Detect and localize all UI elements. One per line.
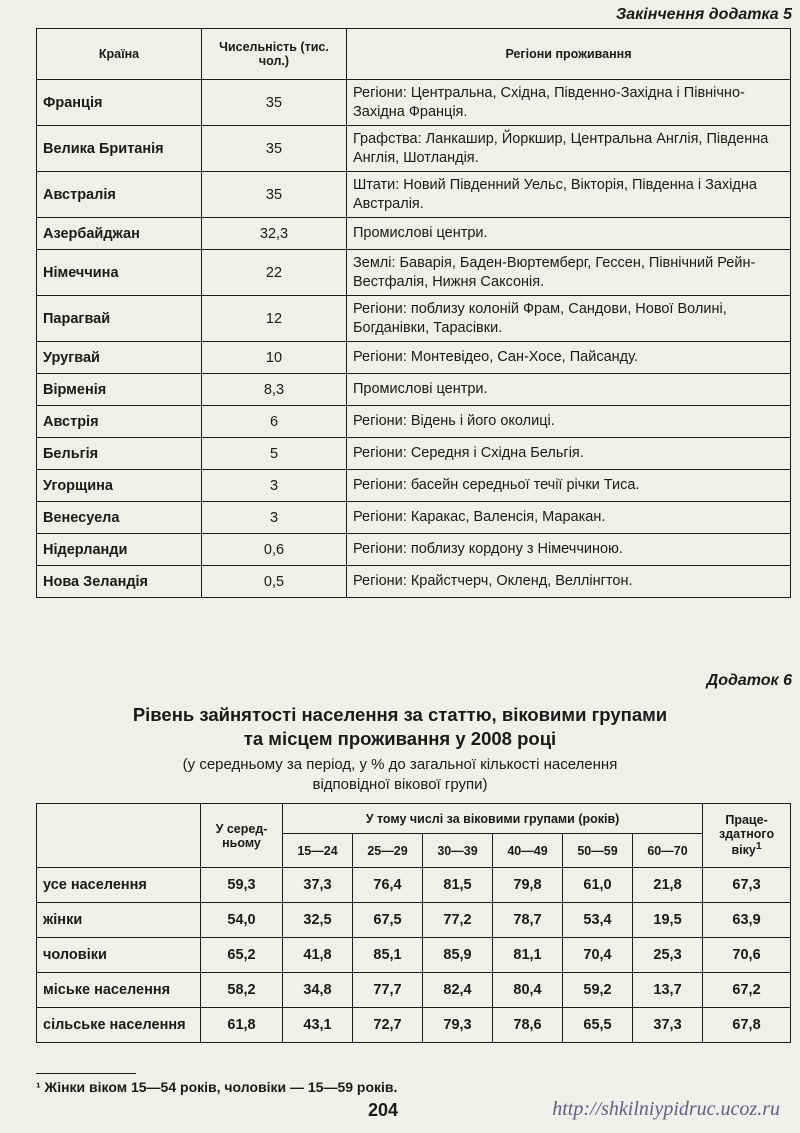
table-row	[37, 868, 791, 903]
footnote: ¹ Жінки віком 15—54 років, чоловіки — 15—59 років.	[36, 1079, 398, 1095]
header-average: У серед-ньому	[201, 804, 283, 868]
value-cell: 67,3	[703, 868, 791, 903]
table-row	[37, 502, 791, 534]
value-cell: 80,4	[493, 973, 563, 1008]
table-row	[37, 296, 791, 342]
appendix6-label: Додаток 6	[706, 672, 792, 689]
regions-cell: Регіони: Каракас, Валенсія, Маракан.	[347, 502, 791, 534]
value-cell: 25,3	[633, 938, 703, 973]
value-cell: 65,2	[201, 938, 283, 973]
value-cell: 70,4	[563, 938, 633, 973]
regions-cell: Промислові центри.	[347, 374, 791, 406]
value-cell: 67,5	[353, 903, 423, 938]
header-country: Країна	[37, 29, 202, 80]
value-cell: 13,7	[633, 973, 703, 1008]
row-label: сільське населення	[37, 1008, 201, 1043]
table-row	[37, 172, 791, 218]
header-age-1: 25—29	[353, 834, 423, 868]
header-age-5: 60—70	[633, 834, 703, 868]
country-cell: Венесуела	[37, 502, 202, 534]
country-cell: Парагвай	[37, 296, 202, 342]
value-cell: 81,1	[493, 938, 563, 973]
regions-cell: Регіони: поблизу кордону з Німеччиною.	[347, 534, 791, 566]
population-cell: 10	[202, 342, 347, 374]
value-cell: 67,2	[703, 973, 791, 1008]
value-cell: 81,5	[423, 868, 493, 903]
value-cell: 72,7	[353, 1008, 423, 1043]
row-label: чоловіки	[37, 938, 201, 973]
country-cell: Азербайджан	[37, 218, 202, 250]
country-cell: Велика Британія	[37, 126, 202, 172]
continuation-label: Закінчення додатка 5	[615, 6, 792, 23]
appendix6-title	[0, 703, 800, 751]
value-cell: 67,8	[703, 1008, 791, 1043]
population-cell: 22	[202, 250, 347, 296]
value-cell: 19,5	[633, 903, 703, 938]
country-cell: Вірменія	[37, 374, 202, 406]
value-cell: 82,4	[423, 973, 493, 1008]
value-cell: 85,9	[423, 938, 493, 973]
regions-cell: Регіони: Відень і його околиці.	[347, 406, 791, 438]
regions-cell: Штати: Новий Південний Уельс, Вікторія, Південна і Західна Австралія.	[347, 172, 791, 218]
table-row	[37, 903, 791, 938]
table-row	[37, 973, 791, 1008]
value-cell: 37,3	[283, 868, 353, 903]
page-number: 204	[368, 1100, 399, 1120]
regions-cell: Регіони: Монтевідео, Сан-Хосе, Пайсанду.	[347, 342, 791, 374]
footnote-rule	[36, 1073, 136, 1074]
header-age-groups: У тому числі за віковими групами (років)	[283, 804, 703, 834]
regions-cell: Регіони: Крайстчерч, Окленд, Веллінгтон.	[347, 566, 791, 598]
value-cell: 77,2	[423, 903, 493, 938]
regions-cell: Регіони: Середня і Східна Бельгія.	[347, 438, 791, 470]
table-row	[37, 250, 791, 296]
population-cell: 12	[202, 296, 347, 342]
header-age-0: 15—24	[283, 834, 353, 868]
regions-cell: Графства: Ланкашир, Йоркшир, Центральна Англія, Південна Англія, Шотландія.	[347, 126, 791, 172]
population-cell: 3	[202, 470, 347, 502]
country-cell: Нова Зеландія	[37, 566, 202, 598]
population-cell: 0,6	[202, 534, 347, 566]
country-cell: Бельгія	[37, 438, 202, 470]
regions-cell: Землі: Баварія, Баден-Вюртемберг, Гессен, Північний Рейн-Вестфалія, Нижня Саксонія.	[347, 250, 791, 296]
regions-cell: Регіони: поблизу колоній Фрам, Сандови, Нової Волині, Богданівки, Тарасівки.	[347, 296, 791, 342]
value-cell: 63,9	[703, 903, 791, 938]
value-cell: 65,5	[563, 1008, 633, 1043]
value-cell: 59,3	[201, 868, 283, 903]
value-cell: 61,0	[563, 868, 633, 903]
country-cell: Австрія	[37, 406, 202, 438]
header-age-3: 40—49	[493, 834, 563, 868]
population-cell: 0,5	[202, 566, 347, 598]
regions-cell: Регіони: басейн середньої течії річки Тиса.	[347, 470, 791, 502]
header-working-age: Праце-здатного віку$^1$	[703, 804, 791, 868]
header-population: Чисельність (тис. чол.)	[202, 29, 347, 80]
table-row	[37, 1008, 791, 1043]
value-cell: 53,4	[563, 903, 633, 938]
value-cell: 41,8	[283, 938, 353, 973]
population-cell: 6	[202, 406, 347, 438]
table-row	[37, 80, 791, 126]
value-cell: 43,1	[283, 1008, 353, 1043]
country-cell: Франція	[37, 80, 202, 126]
table-row	[37, 534, 791, 566]
value-cell: 32,5	[283, 903, 353, 938]
subtitle-line-1: (у середньому за період, у % до загальної кількості населення	[182, 756, 618, 773]
header-age-4: 50—59	[563, 834, 633, 868]
row-label: міське населення	[37, 973, 201, 1008]
value-cell: 78,7	[493, 903, 563, 938]
population-cell: 35	[202, 80, 347, 126]
value-cell: 79,3	[423, 1008, 493, 1043]
table-row	[37, 126, 791, 172]
subtitle-line-2: відповідної вікової групи)	[312, 776, 488, 793]
country-cell: Німеччина	[37, 250, 202, 296]
value-cell: 58,2	[201, 973, 283, 1008]
population-cell: 32,3	[202, 218, 347, 250]
source-url[interactable]: http://shkilniypidruc.ucoz.ru	[552, 1098, 780, 1120]
value-cell: 34,8	[283, 973, 353, 1008]
table-row	[37, 566, 791, 598]
header-age-2: 30—39	[423, 834, 493, 868]
header-empty	[37, 804, 201, 868]
value-cell: 61,8	[201, 1008, 283, 1043]
table-row	[37, 342, 791, 374]
country-cell: Угорщина	[37, 470, 202, 502]
value-cell: 85,1	[353, 938, 423, 973]
appendix5-table	[36, 28, 791, 598]
value-cell: 37,3	[633, 1008, 703, 1043]
value-cell: 76,4	[353, 868, 423, 903]
value-cell: 78,6	[493, 1008, 563, 1043]
appendix6-table	[36, 803, 791, 1043]
appendix6-subtitle	[0, 755, 800, 795]
country-cell: Австралія	[37, 172, 202, 218]
country-cell: Уругвай	[37, 342, 202, 374]
title-line-2: та місцем проживання у 2008 році	[243, 728, 557, 749]
table-row	[37, 406, 791, 438]
country-cell: Нідерланди	[37, 534, 202, 566]
row-label: усе населення	[37, 868, 201, 903]
value-cell: 77,7	[353, 973, 423, 1008]
table-row	[37, 470, 791, 502]
row-label: жінки	[37, 903, 201, 938]
table-row	[37, 438, 791, 470]
value-cell: 70,6	[703, 938, 791, 973]
population-cell: 35	[202, 172, 347, 218]
population-cell: 3	[202, 502, 347, 534]
value-cell: 21,8	[633, 868, 703, 903]
regions-cell: Регіони: Центральна, Східна, Південно-Західна і Північно-Західна Франція.	[347, 80, 791, 126]
title-line-1: Рівень зайнятості населення за статтю, віковими групами	[132, 704, 668, 725]
table-row	[37, 938, 791, 973]
table-row	[37, 374, 791, 406]
table-row	[37, 218, 791, 250]
value-cell: 54,0	[201, 903, 283, 938]
population-cell: 5	[202, 438, 347, 470]
regions-cell: Промислові центри.	[347, 218, 791, 250]
population-cell: 8,3	[202, 374, 347, 406]
value-cell: 59,2	[563, 973, 633, 1008]
population-cell: 35	[202, 126, 347, 172]
value-cell: 79,8	[493, 868, 563, 903]
header-regions: Регіони проживання	[347, 29, 791, 80]
